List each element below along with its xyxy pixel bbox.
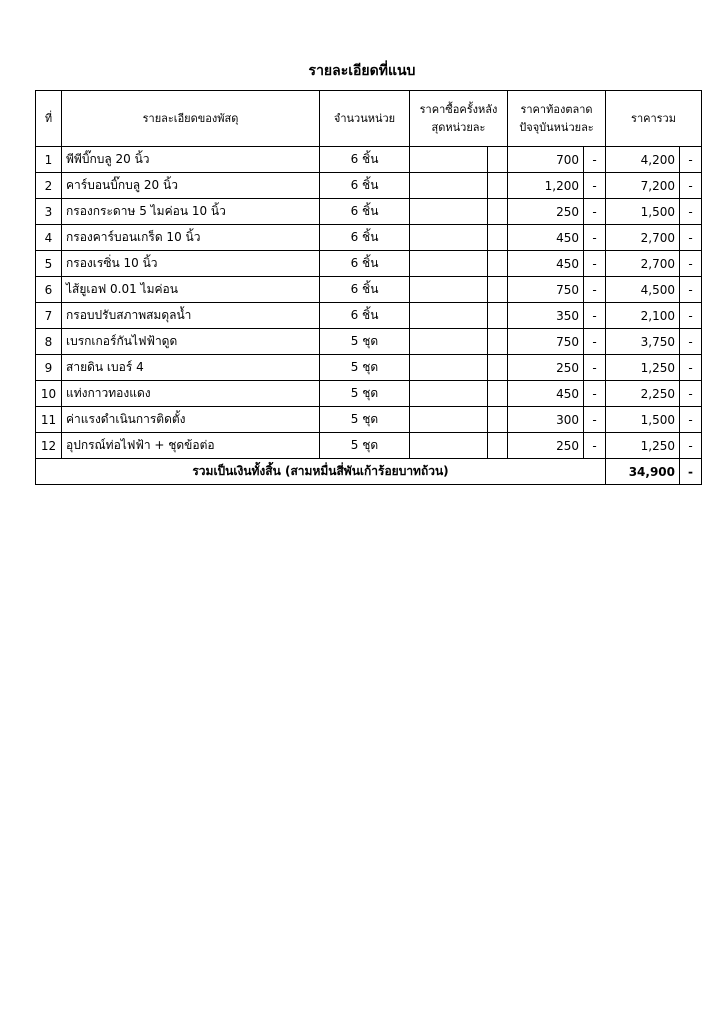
table-row bbox=[36, 433, 702, 459]
row-description: ไส้ยูเอฟ 0.01 ไมค่อน bbox=[62, 277, 320, 303]
table-row bbox=[36, 329, 702, 355]
row-number: 6 bbox=[36, 277, 62, 303]
row-total: 7,200 bbox=[606, 173, 680, 199]
row-unit-price-dash: - bbox=[584, 251, 606, 277]
table-row bbox=[36, 173, 702, 199]
row-number: 8 bbox=[36, 329, 62, 355]
row-last-price-unit bbox=[488, 303, 508, 329]
document-title: รายละเอียดที่แนบ bbox=[308, 63, 416, 79]
table-row bbox=[36, 199, 702, 225]
row-total: 2,250 bbox=[606, 381, 680, 407]
row-unit-price-dash: - bbox=[584, 355, 606, 381]
row-number: 11 bbox=[36, 407, 62, 433]
row-unit-price-dash: - bbox=[584, 277, 606, 303]
table-body bbox=[36, 147, 702, 459]
table-row bbox=[36, 407, 702, 433]
table-row bbox=[36, 251, 702, 277]
row-last-price bbox=[410, 355, 488, 381]
table-footer bbox=[36, 459, 702, 485]
row-last-price bbox=[410, 303, 488, 329]
row-total: 4,500 bbox=[606, 277, 680, 303]
row-total: 3,750 bbox=[606, 329, 680, 355]
row-total: 4,200 bbox=[606, 147, 680, 173]
row-unit-price-dash: - bbox=[584, 329, 606, 355]
row-last-price-unit bbox=[488, 199, 508, 225]
row-unit-price: 700 bbox=[508, 147, 584, 173]
row-quantity: 6 ชิ้น bbox=[320, 277, 410, 303]
row-last-price-unit bbox=[488, 355, 508, 381]
row-unit-price-dash: - bbox=[584, 173, 606, 199]
row-total-dash: - bbox=[680, 433, 702, 459]
row-unit-price: 250 bbox=[508, 433, 584, 459]
row-quantity: 6 ชิ้น bbox=[320, 147, 410, 173]
row-last-price bbox=[410, 433, 488, 459]
row-total-dash: - bbox=[680, 147, 702, 173]
row-quantity: 6 ชิ้น bbox=[320, 303, 410, 329]
row-unit-price: 1,200 bbox=[508, 173, 584, 199]
row-number: 3 bbox=[36, 199, 62, 225]
header-total: ราคารวม bbox=[606, 91, 702, 147]
row-total-dash: - bbox=[680, 277, 702, 303]
row-last-price-unit bbox=[488, 433, 508, 459]
row-total: 1,250 bbox=[606, 355, 680, 381]
row-total: 1,500 bbox=[606, 407, 680, 433]
row-unit-price: 450 bbox=[508, 225, 584, 251]
row-description: อุปกรณ์ท่อไฟฟ้า + ชุดข้อต่อ bbox=[62, 433, 320, 459]
row-quantity: 6 ชิ้น bbox=[320, 173, 410, 199]
header-qty: จำนวนหน่วย bbox=[320, 91, 410, 147]
row-total-dash: - bbox=[680, 303, 702, 329]
row-unit-price-dash: - bbox=[584, 147, 606, 173]
row-unit-price: 250 bbox=[508, 199, 584, 225]
row-last-price-unit bbox=[488, 173, 508, 199]
row-total-dash: - bbox=[680, 225, 702, 251]
row-unit-price: 250 bbox=[508, 355, 584, 381]
row-unit-price-dash: - bbox=[584, 225, 606, 251]
row-quantity: 5 ชุด bbox=[320, 433, 410, 459]
row-number: 9 bbox=[36, 355, 62, 381]
items-table bbox=[35, 90, 702, 485]
grand-total-dash: - bbox=[680, 459, 702, 485]
row-last-price bbox=[410, 381, 488, 407]
row-total: 2,700 bbox=[606, 225, 680, 251]
row-unit-price: 450 bbox=[508, 381, 584, 407]
row-last-price-unit bbox=[488, 407, 508, 433]
row-unit-price-dash: - bbox=[584, 303, 606, 329]
header-market-price: ราคาท้องตลาดปัจจุบันหน่วยละ bbox=[508, 91, 606, 147]
row-total: 1,500 bbox=[606, 199, 680, 225]
table-row bbox=[36, 303, 702, 329]
row-last-price-unit bbox=[488, 251, 508, 277]
row-description: กรองเรซิ่น 10 นิ้ว bbox=[62, 251, 320, 277]
row-total-dash: - bbox=[680, 329, 702, 355]
row-last-price-unit bbox=[488, 329, 508, 355]
header-last-price: ราคาซื้อครั้งหลังสุดหน่วยละ bbox=[410, 91, 508, 147]
table-row bbox=[36, 277, 702, 303]
row-last-price bbox=[410, 251, 488, 277]
table-row bbox=[36, 225, 702, 251]
row-last-price bbox=[410, 407, 488, 433]
row-quantity: 6 ชิ้น bbox=[320, 199, 410, 225]
row-total-dash: - bbox=[680, 199, 702, 225]
row-unit-price-dash: - bbox=[584, 407, 606, 433]
row-last-price bbox=[410, 147, 488, 173]
row-quantity: 5 ชุด bbox=[320, 355, 410, 381]
table-header bbox=[36, 91, 702, 147]
grand-total-label: รวมเป็นเงินทั้งสิ้น (สามหมื่นสี่พันเก้าร้อยบาทถ้วน) bbox=[36, 459, 606, 485]
row-number: 1 bbox=[36, 147, 62, 173]
row-quantity: 5 ชุด bbox=[320, 329, 410, 355]
row-total-dash: - bbox=[680, 173, 702, 199]
row-description: คาร์บอนบิ๊กบลู 20 นิ้ว bbox=[62, 173, 320, 199]
row-description: กรอบปรับสภาพสมดุลน้ำ bbox=[62, 303, 320, 329]
row-last-price bbox=[410, 277, 488, 303]
row-unit-price: 750 bbox=[508, 329, 584, 355]
row-total-dash: - bbox=[680, 407, 702, 433]
row-description: กรองกระดาษ 5 ไมค่อน 10 นิ้ว bbox=[62, 199, 320, 225]
row-last-price bbox=[410, 329, 488, 355]
row-last-price-unit bbox=[488, 277, 508, 303]
row-quantity: 6 ชิ้น bbox=[320, 251, 410, 277]
row-description: สายดิน เบอร์ 4 bbox=[62, 355, 320, 381]
row-unit-price-dash: - bbox=[584, 381, 606, 407]
table-row bbox=[36, 381, 702, 407]
row-unit-price: 300 bbox=[508, 407, 584, 433]
row-description: พีพีบิ๊กบลู 20 นิ้ว bbox=[62, 147, 320, 173]
row-unit-price-dash: - bbox=[584, 199, 606, 225]
row-unit-price-dash: - bbox=[584, 433, 606, 459]
row-number: 10 bbox=[36, 381, 62, 407]
row-last-price-unit bbox=[488, 381, 508, 407]
row-quantity: 5 ชุด bbox=[320, 381, 410, 407]
row-number: 7 bbox=[36, 303, 62, 329]
table-row bbox=[36, 147, 702, 173]
row-quantity: 5 ชุด bbox=[320, 407, 410, 433]
row-description: เบรกเกอร์กันไฟฟ้าดูด bbox=[62, 329, 320, 355]
row-last-price bbox=[410, 199, 488, 225]
row-number: 12 bbox=[36, 433, 62, 459]
row-total: 1,250 bbox=[606, 433, 680, 459]
row-last-price bbox=[410, 225, 488, 251]
row-last-price-unit bbox=[488, 225, 508, 251]
row-quantity: 6 ชิ้น bbox=[320, 225, 410, 251]
row-total: 2,100 bbox=[606, 303, 680, 329]
row-unit-price: 450 bbox=[508, 251, 584, 277]
row-total-dash: - bbox=[680, 251, 702, 277]
row-total: 2,700 bbox=[606, 251, 680, 277]
row-description: ค่าแรงดำเนินการติดตั้ง bbox=[62, 407, 320, 433]
row-total-dash: - bbox=[680, 355, 702, 381]
table-row bbox=[36, 355, 702, 381]
header-description: รายละเอียดของพัสดุ bbox=[62, 91, 320, 147]
header-no: ที่ bbox=[36, 91, 62, 147]
row-unit-price: 350 bbox=[508, 303, 584, 329]
row-number: 4 bbox=[36, 225, 62, 251]
row-total-dash: - bbox=[680, 381, 702, 407]
row-unit-price: 750 bbox=[508, 277, 584, 303]
row-number: 2 bbox=[36, 173, 62, 199]
row-description: แท่งกาวทองแดง bbox=[62, 381, 320, 407]
grand-total-value: 34,900 bbox=[606, 459, 680, 485]
row-last-price bbox=[410, 173, 488, 199]
row-description: กรองคาร์บอนเกร็ด 10 นิ้ว bbox=[62, 225, 320, 251]
row-last-price-unit bbox=[488, 147, 508, 173]
row-number: 5 bbox=[36, 251, 62, 277]
